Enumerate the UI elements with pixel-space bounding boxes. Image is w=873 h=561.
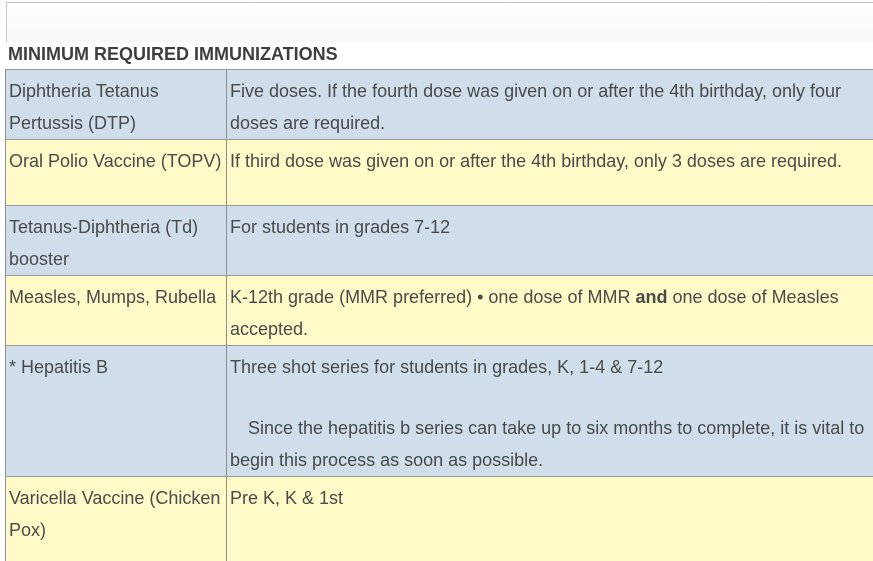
- vaccine-name: Diphtheria Tetanus Pertussis (DTP): [6, 70, 227, 140]
- page-title: MINIMUM REQUIRED IMMUNIZATIONS: [8, 44, 338, 64]
- vaccine-name: Varicella Vaccine (Chicken Pox): [6, 477, 227, 561]
- vaccine-name: * Hepatitis B: [6, 346, 227, 477]
- immunization-table: [5, 69, 873, 561]
- table-row: [6, 276, 873, 346]
- vaccine-requirement: [227, 276, 873, 346]
- vaccine-name: Oral Polio Vaccine (TOPV): [6, 140, 227, 206]
- table-row: [6, 70, 873, 140]
- vaccine-name: Tetanus-Diphtheria (Td) booster: [6, 206, 227, 276]
- requirement-text: K-12th grade (MMR preferred) • one dose of MMR: [230, 287, 636, 307]
- top-frame: [6, 2, 873, 42]
- vaccine-requirement: For students in grades 7-12: [227, 206, 873, 276]
- requirement-emphasis: and: [635, 287, 668, 307]
- table-row: [6, 206, 873, 276]
- vaccine-requirement: Pre K, K & 1st: [227, 477, 873, 561]
- requirement-note: Since the hepatitis b series can take up to six months to complete, it is vital to begin this process as soon as possible.: [230, 418, 865, 470]
- table-row: [6, 477, 873, 561]
- vaccine-requirement: If third dose was given on or after the 4th birthday, only 3 doses are required.: [227, 140, 873, 206]
- requirement-text: one dose of Measles accepted.: [230, 287, 839, 339]
- vaccine-requirement: [227, 346, 873, 477]
- table-row: [6, 140, 873, 206]
- requirement-text: Three shot series for students in grades, K, 1-4 & 7-12: [230, 357, 664, 377]
- vaccine-name: Measles, Mumps, Rubella: [6, 276, 227, 346]
- table-row: [6, 346, 873, 477]
- vaccine-requirement: Five doses. If the fourth dose was given on or after the 4th birthday, only four doses are required.: [227, 70, 873, 140]
